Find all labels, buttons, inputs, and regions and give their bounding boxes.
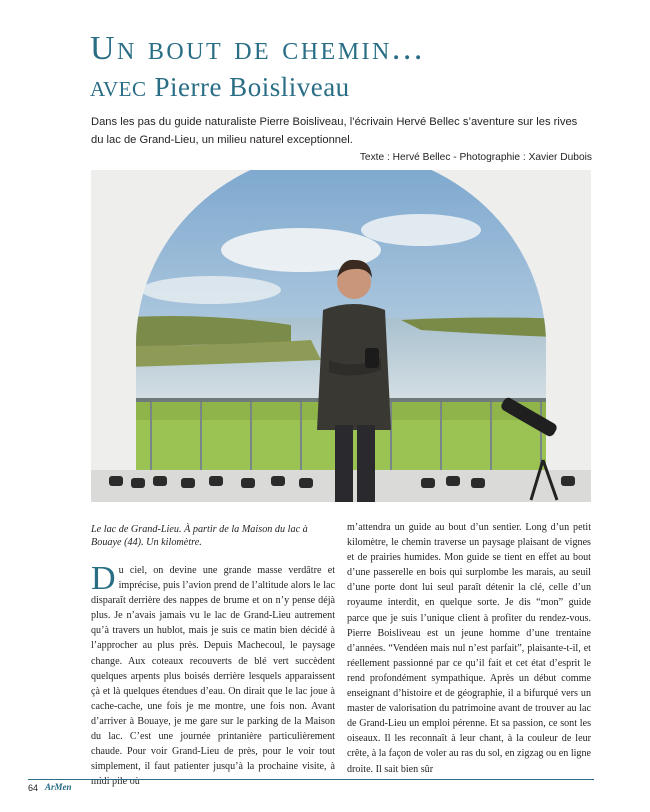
magazine-logo: ArMen bbox=[45, 782, 72, 792]
article-title-line1: Un bout de chemin... bbox=[90, 30, 425, 67]
article-title-line2 bbox=[90, 70, 350, 104]
photo-illustration bbox=[91, 170, 591, 502]
article-photo bbox=[91, 170, 591, 502]
photo-caption: Le lac de Grand-Lieu. À partir de la Maison du lac à Bouaye (44). Un kilomètre. bbox=[91, 524, 308, 548]
drop-cap: D bbox=[91, 560, 116, 597]
article-column-left bbox=[91, 560, 335, 789]
article-lede: Dans les pas du guide naturaliste Pierre Boisliveau, l’écrivain Hervé Bellec s’aventure sur les rives du lac de Grand-Lieu, un milieu naturel exceptionnel. bbox=[91, 116, 578, 146]
title-name: Pierre Boisliveau bbox=[154, 72, 350, 102]
article-body-left: u ciel, on devine une grande masse verdâtre et imprécise, puis l’avion prend de l’altitude alors le lac disparaît derrière des nappes de brume et on n’y pense déjà plus. Je n’avais jamais vu le lac de Grand-Lieu autrement qu’à travers un hublot, mais je suis ce matin bien décidé à l’approcher au plus près. Depuis Machecoul, le paysage change. Aux coteaux recouverts de blé vert succèdent quelques arpents plus boisés derrière lesquels apparaissent çà et là quelques étendues d’eau. On dirait que le lac joue à cache-cache, une fois je me montre, une fois non. Avant d’arriver à Bouaye, je me gare sur le parking de la Maison du lac. C’est une journée printanière particulièrement chaude. Pour voir Grand-Lieu de près, pour le voir tout simplement, il faut patienter jusqu’à la prochaine visite, à midi pile où bbox=[91, 565, 335, 788]
page-number: 64 bbox=[28, 783, 39, 793]
title-prefix: avec bbox=[90, 70, 155, 103]
article-column-right: m’attendra un guide au bout d’un sentier. Long d’un petit kilomètre, le chemin traverse un paysage plaisant de vignes et de prairies humides. Mon guide se tient en effet au bout d’une passerelle en bois qui surplombe les marais, au seuil d’une porte dont lui seul paraît détenir la clé, celle d’un royaume interdit, en quelque sorte. Je dis “mon” guide parce que je suis l’unique client à profiter du rendez-vous. Pierre Boisliveau est un jeune homme d’une trentaine d’années. “Vendéen mais nul n’est parfait”, plaisante-t-il, et réellement passionné par ce qu’il fait et cet état d’esprit le rend profondément sympathique. Après un début comme enseignant d’histoire et de géographie, il a bifurqué vers un master de valorisation du patrimoine avant de trouver au lac de Grand-Lieu un emploi pérenne. Et sa passion, ce sont les oiseaux. Il les reconnaît à leur chant, à la couleur de leur crête, à la façon de voler au ras du sol, en zigzag ou en ligne droite. Il sait bien sûr bbox=[347, 522, 591, 775]
page-footer bbox=[28, 779, 594, 798]
article-credit: Texte : Hervé Bellec - Photographie : Xavier Dubois bbox=[359, 152, 592, 163]
